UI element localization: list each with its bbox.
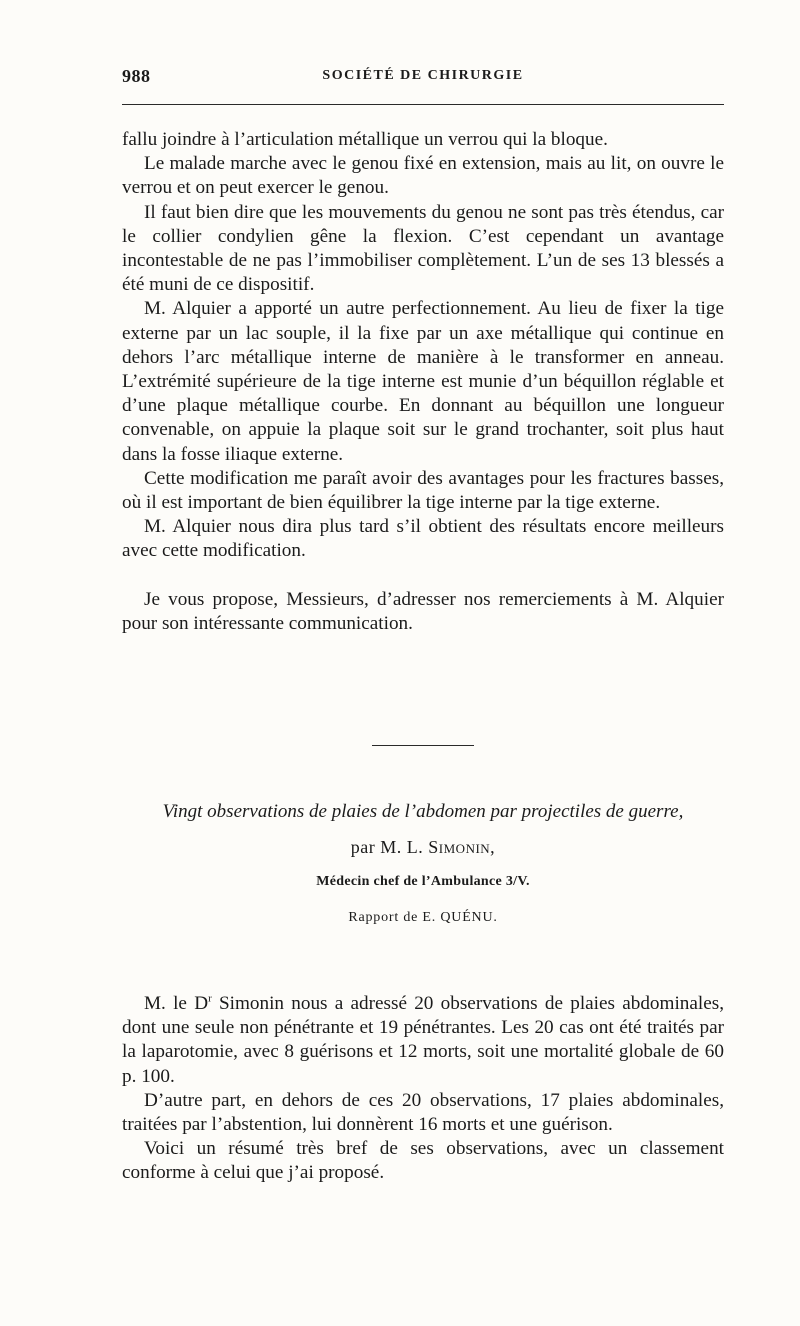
paragraph: Le malade marche avec le genou fixé en extension, mais au lit, on ouvre le verrou et on peut exercer le genou.	[122, 153, 724, 199]
paragraph: M. Alquier a apporté un autre perfectionnement. Au lieu de fixer la tige externe par un lac souple, il la fixe par un axe métallique qui continue en dehors l’arc métallique interne de manière à le transformer en anneau. L’extrémité supérieure de la tige interne est munie d’un béquillon réglable et d’une plaque métallique courbe. En donnant au béquillon une longueur convenable, on appuie la plaque soit sur le grand trochanter, soit plus haut dans la fosse iliaque externe.	[122, 298, 724, 465]
report-text	[122, 992, 724, 1186]
page-number: 988	[122, 66, 151, 86]
report-byline: Rapport de E. QUÉNU.	[348, 910, 498, 925]
paragraph: D’autre part, en dehors de ces 20 observations, 17 plaies abdominales, traitées par l’abstention, lui donnèrent 16 morts et une guérison.	[122, 1089, 724, 1136]
paragraph: fallu joindre à l’articulation métallique un verrou qui la bloque.	[122, 129, 608, 150]
author-name: Simonin,	[428, 837, 496, 857]
text-run: Simonin nous a adressé 20 observations de plaies abdominales, dont une seule non pénétrante et 19 pénétrantes. Les 20 cas ont été traités par la laparotomie, avec 8 guérisons et 12 morts, soit une mortalité globale de 60 p. 100.	[122, 993, 725, 1087]
superscript: r	[208, 992, 212, 1005]
paragraph: Il faut bien dire que les mouvements du genou ne sont pas très étendus, car le collier condylien gêne la flexion. C’est cependant un avantage incontestable de ne pas l’immobiliser complètement. L’un de ses 13 blessés a été muni de ce dispositif.	[122, 201, 724, 296]
article-title: Vingt observations de plaies de l’abdomen par projectiles de guerre,	[162, 801, 684, 822]
paragraph: Je vous propose, Messieurs, d’adresser nos remerciements à M. Alquier pour son intéressante communication.	[122, 588, 724, 634]
author-affiliation: Médecin chef de l’Ambulance 3/V.	[316, 874, 530, 889]
running-title: SOCIÉTÉ DE CHIRURGIE	[322, 68, 524, 83]
text-run: M. le D	[144, 993, 209, 1014]
article-heading	[122, 800, 724, 926]
page-header	[122, 66, 724, 94]
header-rule	[122, 104, 724, 105]
author-line	[122, 837, 724, 858]
section-separator	[372, 745, 474, 746]
paragraph: Cette modification me paraît avoir des avantages pour les fractures basses, où il est important de bien équilibrer la tige interne par la tige externe.	[122, 467, 724, 514]
paragraph: M. Alquier nous dira plus tard s’il obtient des résultats encore meilleurs avec cette modification.	[122, 516, 724, 562]
body-text	[122, 128, 724, 636]
paragraph	[122, 992, 724, 1089]
paragraph: Voici un résumé très bref de ses observations, avec un classement conforme à celui que j’ai proposé.	[122, 1138, 724, 1184]
author-prefix: par M. L.	[350, 837, 429, 857]
